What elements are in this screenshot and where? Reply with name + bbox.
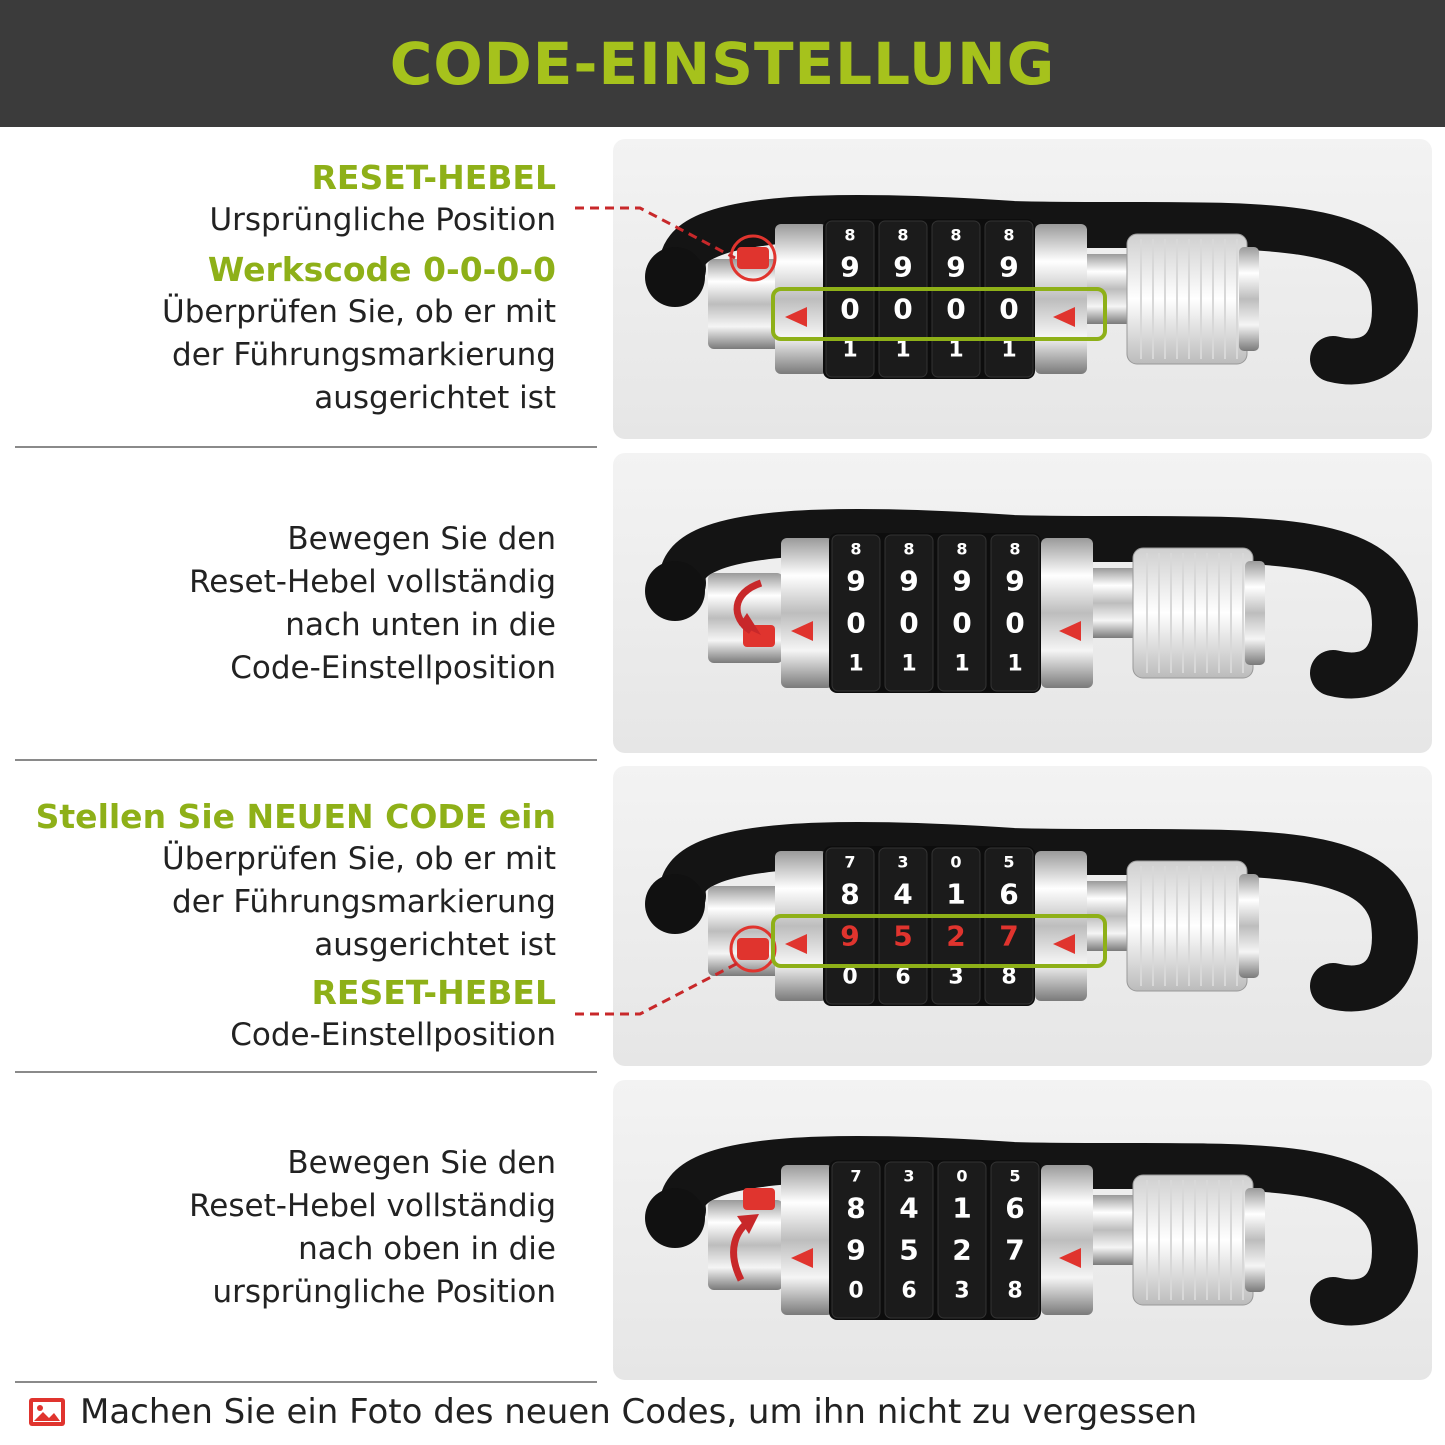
step-4-line-1: Bewegen Sie den [287, 1145, 556, 1181]
dial-digit: 8 [850, 539, 862, 559]
cable-end [645, 1188, 705, 1248]
divider [15, 1381, 597, 1383]
dial-digit: 2 [946, 919, 966, 953]
step-2-line-4: Code-Einstellposition [230, 650, 556, 686]
step-4-text [10, 1142, 556, 1314]
step-3-line-5: RESET-HEBEL [311, 973, 556, 1012]
dial-digit: 8 [1003, 225, 1015, 245]
dial-digit: 1 [1001, 337, 1017, 363]
step-1-line-5: der Führungsmarkierung [172, 337, 556, 373]
lock-shaft [1093, 568, 1133, 638]
step-4-line-2: Reset-Hebel vollständig [189, 1188, 556, 1224]
dial-digit: 7 [1005, 1233, 1025, 1267]
dial-digit: 0 [952, 606, 972, 640]
step-3-line-2: Überprüfen Sie, ob er mit [162, 841, 556, 877]
dial-digit: 0 [842, 964, 858, 990]
dial-digit: 3 [954, 1278, 970, 1304]
cable-end [645, 247, 705, 307]
dial-digit: 3 [897, 852, 909, 872]
step-3-line-6: Code-Einstellposition [230, 1017, 556, 1053]
knurled-knob [1133, 1175, 1253, 1305]
dial-digit: 6 [999, 877, 1019, 911]
step-3-line-3: der Führungsmarkierung [172, 884, 556, 920]
step-2-text [10, 518, 556, 690]
step-1-text [10, 156, 556, 420]
lock-illustration [613, 766, 1432, 1066]
dial-digit: 0 [848, 1278, 864, 1304]
dial-digit: 8 [846, 1191, 866, 1225]
step-1-line-1: RESET-HEBEL [311, 158, 556, 197]
dial-digit: 6 [895, 964, 911, 990]
header-bar [0, 0, 1445, 127]
dial-digit: 7 [850, 1166, 862, 1186]
step-1-line-3: Werkscode 0-0-0-0 [207, 250, 556, 289]
dial-digit: 7 [844, 852, 856, 872]
divider [15, 1071, 597, 1073]
dial-digit: 1 [842, 337, 858, 363]
dial-digit: 8 [956, 539, 968, 559]
lock-illustration [613, 139, 1432, 439]
dial-digit: 3 [903, 1166, 915, 1186]
dial-digit: 5 [1009, 1166, 1021, 1186]
dial-digit: 6 [901, 1278, 917, 1304]
dial-digit: 8 [897, 225, 909, 245]
dial-digit: 9 [846, 1233, 866, 1267]
knob-cap [1245, 1188, 1265, 1292]
dial-digit: 0 [956, 1166, 968, 1186]
dial-digit: 9 [999, 250, 1019, 284]
dial-digit: 5 [893, 919, 913, 953]
step-2-line-2: Reset-Hebel vollständig [189, 564, 556, 600]
dial-digit: 8 [1001, 964, 1017, 990]
dial-digit: 8 [1009, 539, 1021, 559]
dial-digit: 8 [950, 225, 962, 245]
dial-digit: 1 [848, 651, 864, 677]
dial-digit: 1 [1007, 651, 1023, 677]
dial-digit: 1 [948, 337, 964, 363]
right-collar [1041, 538, 1093, 688]
step-3-photo [613, 766, 1432, 1066]
dial-digit: 0 [840, 292, 860, 326]
dial-digit: 5 [1003, 852, 1015, 872]
knurled-knob [1127, 861, 1247, 991]
dial-digit: 2 [952, 1233, 972, 1267]
step-1-photo [613, 139, 1432, 439]
reset-lever [743, 1188, 775, 1210]
dial-digit: 6 [1005, 1191, 1025, 1225]
dial-digit: 0 [846, 606, 866, 640]
knob-cap [1245, 561, 1265, 665]
dial-digit: 4 [893, 877, 913, 911]
reset-lever [737, 938, 769, 960]
dial-digit: 7 [999, 919, 1019, 953]
dial-digit: 0 [999, 292, 1019, 326]
dial-digit: 8 [840, 877, 860, 911]
dial-digit: 9 [899, 564, 919, 598]
step-4-line-4: ursprüngliche Position [212, 1274, 556, 1310]
dial-digit: 9 [946, 250, 966, 284]
dial-digit: 9 [952, 564, 972, 598]
right-collar [1041, 1165, 1093, 1315]
footer-text: Machen Sie ein Foto des neuen Codes, um ihn nicht zu vergessen [80, 1392, 1198, 1432]
lock-illustration [613, 453, 1432, 753]
dial-digit: 0 [899, 606, 919, 640]
footer-note [28, 1392, 1197, 1432]
dial-digit: 8 [903, 539, 915, 559]
right-collar [1035, 851, 1087, 1001]
dial-digit: 3 [948, 964, 964, 990]
dial-digit: 1 [901, 651, 917, 677]
step-4-photo [613, 1080, 1432, 1380]
lock-illustration [613, 1080, 1432, 1380]
photo-icon [28, 1397, 66, 1427]
step-1-line-2: Ursprüngliche Position [209, 202, 556, 238]
dial-digit: 9 [840, 919, 860, 953]
page-title: CODE-EINSTELLUNG [389, 29, 1056, 98]
step-3-line-4: ausgerichtet ist [314, 927, 556, 963]
dial-digit: 5 [899, 1233, 919, 1267]
step-1-line-6: ausgerichtet ist [314, 380, 556, 416]
step-2-line-3: nach unten in die [285, 607, 556, 643]
dial-digit: 4 [899, 1191, 919, 1225]
cable-end [645, 561, 705, 621]
dial-digit: 9 [1005, 564, 1025, 598]
dial-digit: 9 [840, 250, 860, 284]
dial-digit: 1 [946, 877, 966, 911]
dial-digit: 0 [946, 292, 966, 326]
cable-end [645, 874, 705, 934]
step-2-line-1: Bewegen Sie den [287, 521, 556, 557]
dial-digit: 9 [846, 564, 866, 598]
dial-digit: 0 [950, 852, 962, 872]
shackle-clip [708, 1200, 783, 1290]
step-3-line-1: Stellen Sie NEUEN CODE ein [35, 797, 556, 836]
step-2-photo [613, 453, 1432, 753]
left-collar [775, 224, 827, 374]
left-collar [781, 1165, 833, 1315]
knurled-knob [1127, 234, 1247, 364]
reset-lever [737, 247, 769, 269]
left-collar [775, 851, 827, 1001]
left-collar [781, 538, 833, 688]
right-collar [1035, 224, 1087, 374]
lock-shaft [1093, 1195, 1133, 1265]
knurled-knob [1133, 548, 1253, 678]
dial-digit: 9 [893, 250, 913, 284]
divider [15, 446, 597, 448]
dial-digit: 8 [844, 225, 856, 245]
dial-digit: 1 [895, 337, 911, 363]
step-1-line-4: Überprüfen Sie, ob er mit [162, 294, 556, 330]
step-3-text [10, 795, 556, 1057]
dial-digit: 1 [954, 651, 970, 677]
step-4-line-3: nach oben in die [298, 1231, 556, 1267]
dial-digit: 0 [1005, 606, 1025, 640]
knob-cap [1239, 247, 1259, 351]
dial-digit: 0 [893, 292, 913, 326]
dial-digit: 1 [952, 1191, 972, 1225]
divider [15, 759, 597, 761]
dial-digit: 8 [1007, 1278, 1023, 1304]
knob-cap [1239, 874, 1259, 978]
